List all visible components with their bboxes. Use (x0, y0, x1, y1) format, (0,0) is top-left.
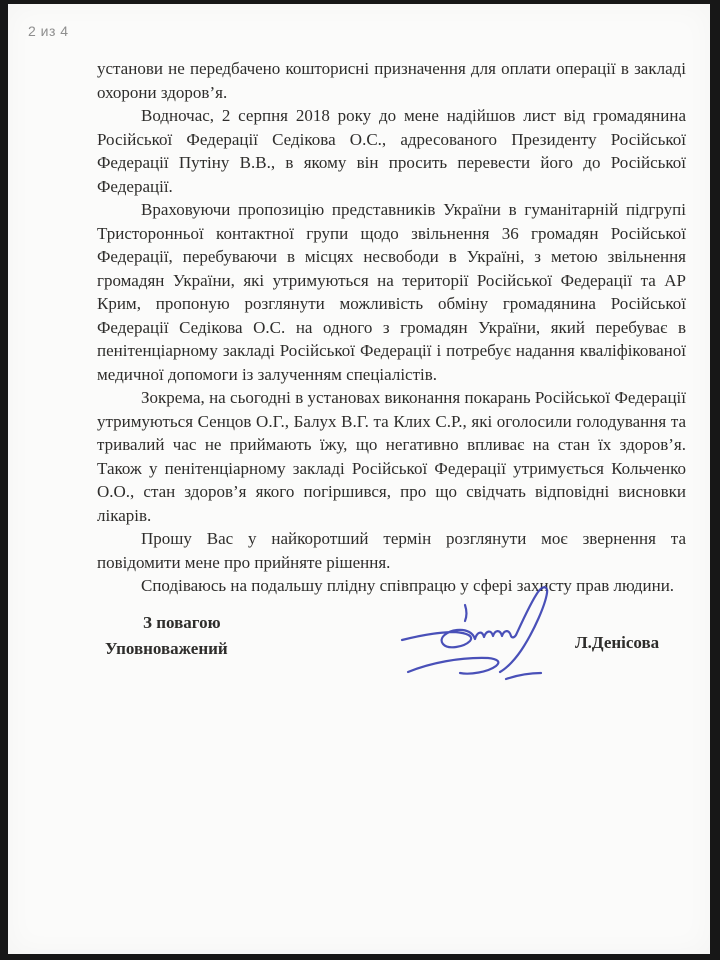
closing-regards: З повагою (143, 613, 221, 632)
signature-ink-icon (398, 580, 578, 695)
paragraph: Враховуючи пропозицію представників України в гуманітарній підгрупі Тристоронньої контактної групи щодо звільнення 36 громадян Російської Федерації, перебуваючи в місцях несвободи в Україні, з метою звільнення громадян України, які утримуються на території Російської Федерації та АР Крим, пропоную розглянути можливість обміну громадянина Російської Федерації Седікова О.С. на одного з громадян України, який перебуває в пенітенціарному закладі Російської Федерації і потребує надання кваліфікованої медичної допомоги із залученням спеціалістів. (97, 200, 686, 384)
document-page (8, 4, 710, 954)
page-counter: 2 из 4 (28, 23, 69, 39)
paragraph: Зокрема, на сьогодні в установах виконання покарань Російської Федерації утримуються Сенцов О.Г., Балух В.Г. та Клих С.Р., які оголосили голодування та тривалий час не приймають їжу, що негативно впливає на стан їх здоров’я. Також у пенітенціарному закладі Російської Федерації утримується Кольченко О.О., стан здоров’я якого погіршився, про що свідчать відповідні висновки лікарів. (97, 388, 686, 525)
signature-block (97, 608, 686, 728)
letter-body (97, 57, 686, 598)
paragraph: Прошу Вас у найкоротший термін розглянути моє звернення та повідомити мене про прийняте рішення. (97, 529, 686, 572)
paragraph: установи не передбачено кошторисні призначення для оплати операції в закладі охорони здоров’я. (97, 59, 686, 102)
paragraph: Водночас, 2 серпня 2018 року до мене надійшов лист від громадянина Російської Федерації Седікова О.С., адресованого Президенту Російської Федерації Путіну В.В., в якому він просить перевести його до Російської Федерації. (97, 106, 686, 196)
closing-signer-name: Л.Денісова (575, 633, 660, 652)
paragraph: Сподіваюсь на подальшу плідну співпрацю у сфері захисту прав людини. (141, 576, 675, 595)
closing-title: Уповноважений (105, 639, 228, 658)
